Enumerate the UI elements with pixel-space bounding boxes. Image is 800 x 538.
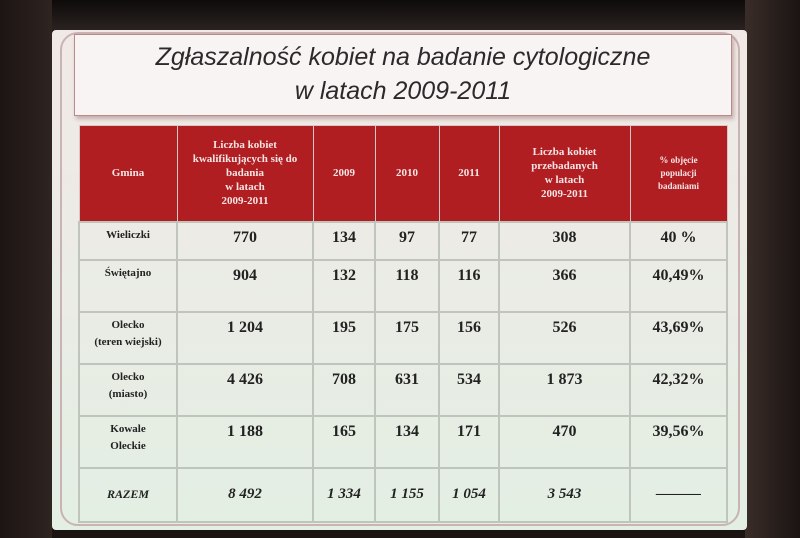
table-row [79, 312, 727, 364]
cell-examined-total: 3 543 [499, 468, 630, 522]
cell-2010: 118 [375, 260, 439, 312]
cell-2009: 195 [313, 312, 375, 364]
cell-2010: 97 [375, 222, 439, 260]
gmina-line: (miasto) [108, 387, 148, 400]
header-examined [499, 126, 630, 222]
cell-2010-total: 1 155 [375, 468, 439, 522]
cell-examined: 470 [499, 416, 630, 468]
cell-2010: 631 [375, 364, 439, 416]
projector-screen-right-edge [745, 0, 800, 538]
table-row [79, 416, 727, 468]
cell-qualified: 1 188 [177, 416, 313, 468]
cell-2010: 175 [375, 312, 439, 364]
header-coverage [630, 126, 727, 222]
cell-2011: 171 [439, 416, 499, 468]
gmina-line: Oleckie [110, 439, 146, 452]
cell-qualified: 904 [177, 260, 313, 312]
header-qualified-line: badania [226, 167, 264, 180]
cell-coverage: 42,32% [630, 364, 727, 416]
projector-screen-left-edge [0, 0, 52, 538]
header-examined-line: przebadanych [531, 160, 598, 173]
header-qualified-line: kwalifikujących się do [192, 153, 298, 166]
cell-examined: 366 [499, 260, 630, 312]
gmina-line: Świętajno [104, 266, 152, 279]
cell-coverage: 39,56% [630, 416, 727, 468]
header-coverage-line: % objęcie [659, 154, 698, 165]
cell-examined: 308 [499, 222, 630, 260]
cell-coverage: 40,49% [630, 260, 727, 312]
cell-qualified: 1 204 [177, 312, 313, 364]
cell-qualified: 770 [177, 222, 313, 260]
cell-gmina [79, 416, 177, 468]
header-gmina: Gmina [79, 126, 177, 222]
header-qualified-line: 2009-2011 [221, 195, 269, 208]
screening-table [78, 125, 728, 523]
cell-2009: 134 [313, 222, 375, 260]
cell-qualified: 4 426 [177, 364, 313, 416]
cell-coverage: 43,69% [630, 312, 727, 364]
cell-2011: 77 [439, 222, 499, 260]
cell-gmina [79, 260, 177, 312]
table-header-row [79, 126, 727, 222]
header-qualified [177, 126, 313, 222]
header-2010: 2010 [375, 126, 439, 222]
slide-title-line1: Zgłaszalność kobiet na badanie cytologiczne [155, 43, 651, 71]
header-examined-line: 2009-2011 [540, 188, 589, 201]
header-coverage-line: badaniami [657, 180, 699, 191]
gmina-line: Olecko [111, 318, 145, 331]
cell-2009: 708 [313, 364, 375, 416]
cell-2011: 156 [439, 312, 499, 364]
slide-title-line2: w latach 2009-2011 [294, 77, 512, 105]
gmina-line: Kowale [110, 422, 146, 435]
gmina-line: (teren wiejski) [94, 335, 162, 348]
header-examined-line: Liczba kobiet [532, 146, 597, 159]
cell-2011: 534 [439, 364, 499, 416]
cell-coverage-total: ——— [630, 468, 727, 522]
table-row [79, 260, 727, 312]
cell-2011-total: 1 054 [439, 468, 499, 522]
cell-gmina [79, 364, 177, 416]
table-total-row [79, 468, 727, 522]
table-row [79, 222, 727, 260]
cell-examined: 526 [499, 312, 630, 364]
header-coverage-line: populacji [660, 167, 697, 178]
slide-title-box [74, 34, 732, 116]
gmina-line: Wieliczki [106, 228, 150, 241]
cell-examined: 1 873 [499, 364, 630, 416]
gmina-line: Olecko [111, 370, 145, 383]
header-examined-line: w latach [544, 174, 585, 187]
cell-2009: 132 [313, 260, 375, 312]
cell-2009-total: 1 334 [313, 468, 375, 522]
header-qualified-line: Liczba kobiet [213, 139, 277, 152]
header-2011: 2011 [439, 126, 499, 222]
header-qualified-line: w latach [225, 181, 265, 194]
projector-screen-top-edge [0, 0, 800, 30]
cell-gmina [79, 222, 177, 260]
cell-2011: 116 [439, 260, 499, 312]
header-2009: 2009 [313, 126, 375, 222]
table-row [79, 364, 727, 416]
cell-gmina [79, 312, 177, 364]
cell-2009: 165 [313, 416, 375, 468]
cell-qualified-total: 8 492 [177, 468, 313, 522]
cell-gmina-total: RAZEM [79, 468, 177, 522]
cell-2010: 134 [375, 416, 439, 468]
cell-coverage: 40 % [630, 222, 727, 260]
